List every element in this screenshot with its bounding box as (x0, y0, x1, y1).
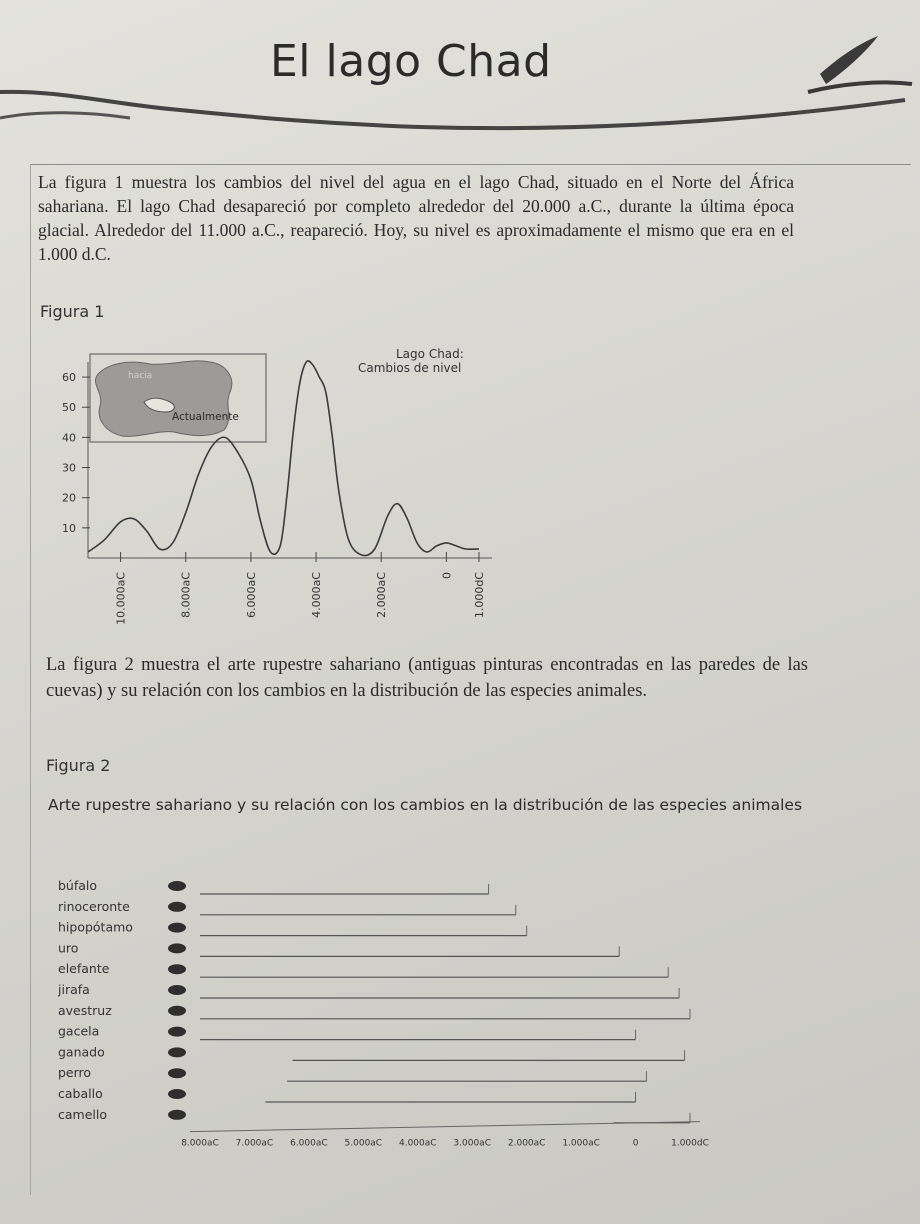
animal-silhouette-icon (168, 1027, 186, 1037)
species-label: perro (58, 1065, 92, 1081)
chart2-x-tick-label: 6.000aC (290, 1138, 328, 1149)
lake-level-chart (40, 340, 500, 640)
chart1-y-tick-label: 20 (62, 491, 76, 505)
animal-silhouette-icon (168, 1068, 186, 1078)
animal-silhouette-icon (168, 1110, 186, 1120)
chart1-y-tick-label: 10 (62, 521, 76, 535)
species-label: jirafa (58, 982, 90, 997)
chart1-subtitle: Cambios de nivel (358, 361, 462, 375)
chart2-x-tick-label: 5.000aC (344, 1138, 383, 1149)
species-label: búfalo (58, 878, 98, 893)
chart2-x-tick-label: 0 (632, 1138, 639, 1149)
chart1-title: Lago Chad: (396, 347, 464, 361)
chart2-x-tick-label: 1.000dC (671, 1138, 709, 1149)
species-label: gacela (58, 1023, 100, 1039)
species-label: elefante (58, 961, 110, 977)
paragraph-2 (46, 652, 808, 704)
species-label: hipopótamo (58, 919, 133, 935)
chart1-x-tick-label: 1.000dC (472, 572, 486, 619)
species-label: avestruz (58, 1002, 112, 1018)
lake-map-inset (90, 354, 266, 442)
figure1-label: Figura 1 (40, 302, 105, 321)
animal-silhouette-icon (168, 1047, 186, 1057)
lake-shape-past (95, 361, 231, 436)
chart1-x-tick-label: 2.000aC (375, 572, 389, 618)
species-labels (57, 878, 133, 1122)
chart2-x-tick-label: 1.000aC (562, 1138, 600, 1149)
chart1-y-tick-label: 50 (62, 401, 76, 415)
chart2-x-tick-label: 3.000aC (453, 1138, 492, 1149)
species-distribution-chart (50, 862, 750, 1182)
chart2-x-tick-label: 4.000aC (398, 1138, 437, 1149)
species-label: rinoceronte (58, 898, 130, 914)
species-label: caballo (58, 1086, 103, 1101)
species-label: camello (58, 1106, 107, 1122)
chart2-x-tick-label: 7.000aC (235, 1138, 274, 1149)
chart1-y-tick-label: 30 (62, 461, 76, 475)
animal-silhouette-icon (168, 923, 186, 933)
intro-paragraph (38, 170, 794, 266)
figure2-caption: Arte rupestre sahariano y su relación con los cambios en la distribución de las especies animales (48, 796, 803, 814)
animal-silhouette-icon (168, 985, 186, 995)
map-label-past: hacia (128, 371, 153, 381)
chart1-x-tick-label: 6.000aC (244, 572, 258, 618)
page-title: El lago Chad (270, 36, 552, 87)
chart2-x-tick-label: 8.000aC (181, 1138, 219, 1149)
chart1-x-tick-label: 8.000aC (179, 572, 193, 618)
animal-silhouette-icon (168, 881, 186, 891)
chart2-baseline (190, 1122, 700, 1132)
paragraph-2-text: La figura 2 muestra el arte rupestre sahariano (antiguas pinturas encontradas en las paredes de las cuevas) y su relación con los cambios en la distribución de las especies animales. (46, 655, 808, 701)
figure2-label: Figura 2 (46, 756, 111, 775)
species-icons (168, 881, 186, 1120)
species-label: uro (58, 940, 79, 956)
chart2-x-tick-label: 2.000aC (507, 1138, 546, 1149)
animal-silhouette-icon (168, 902, 186, 912)
animal-silhouette-icon (168, 964, 186, 974)
animal-silhouette-icon (168, 943, 186, 953)
species-ranges (200, 884, 690, 1123)
chart1-x-tick-label: 0 (440, 572, 454, 579)
chart1-x-tick-label: 4.000aC (310, 572, 324, 618)
chart1-x-tick-label: 10.000aC (114, 572, 128, 625)
chart1-y-tick-label: 40 (62, 431, 76, 445)
map-label-now: Actualmente (172, 411, 239, 423)
chart2-axis (181, 1122, 709, 1149)
intro-text: La figura 1 muestra los cambios del nivel del agua en el lago Chad, situado en el Norte del África sahariana. El lago Chad desapareció por completo alrededor del 20.000 a.C., durante la última época glacial. Alrededor del 11.000 a.C., reapareció. Hoy, su nivel es aproximadamente el mismo que era en el 1.000 d.C. (38, 172, 794, 264)
chart1-y-tick-label: 60 (62, 371, 76, 385)
animal-silhouette-icon (168, 1089, 186, 1099)
animal-silhouette-icon (168, 1006, 186, 1016)
species-label: ganado (58, 1044, 105, 1060)
